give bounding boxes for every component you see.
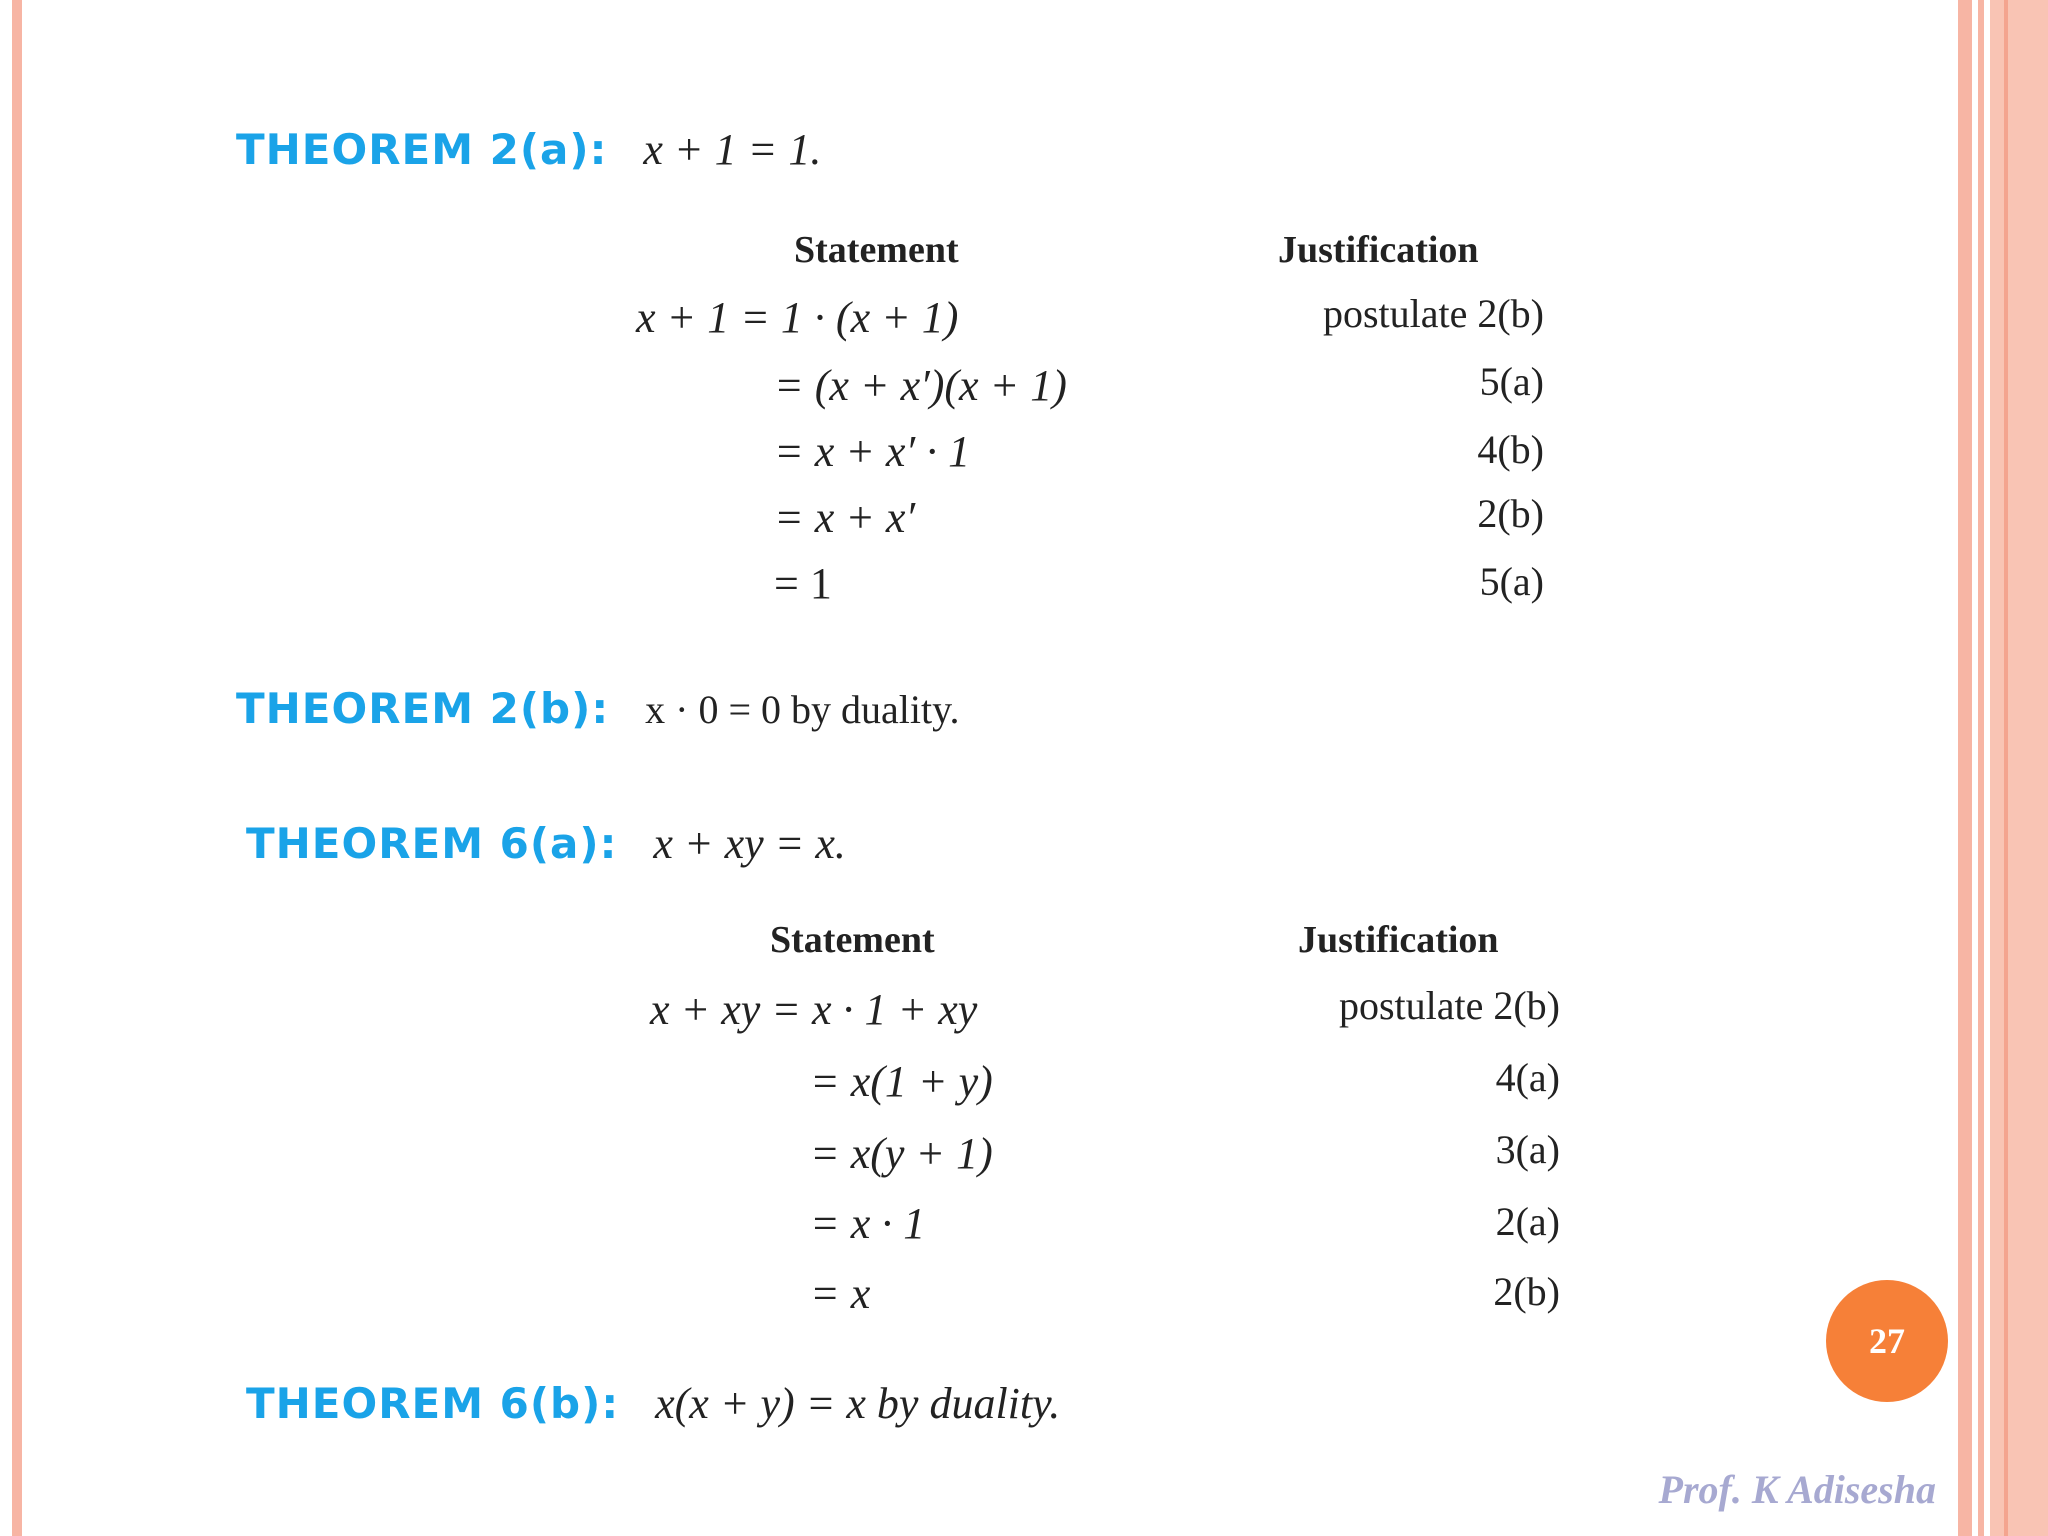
theorem-statement: x · 0 = 0 by duality. [645,687,960,732]
theorem-6b [246,1378,1060,1429]
theorem-label: THEOREM 6(a): [246,819,618,868]
proof-6a-header-statement: Statement [770,919,935,961]
proof-2a-statement-5: = 1 [774,559,832,608]
slide-border-right-line [2004,0,2008,1536]
slide-border-left [12,0,22,1536]
proof-2a-statement-1: x + 1 = 1 · (x + 1) [636,293,959,342]
proof-6a-statement-2: = x(1 + y) [810,1057,993,1106]
proof-2a-header-statement: Statement [794,229,959,271]
theorem-2a [236,124,821,175]
theorem-label: THEOREM 2(b): [236,684,610,733]
author-footer: Prof. K Adisesha [1658,1467,1936,1512]
proof-2a-statement-3: = x + x′ · 1 [774,427,971,476]
proof-6a-justification-2: 4(a) [1495,1055,1560,1100]
theorem-label: THEOREM 6(b): [246,1379,620,1428]
slide-border-right-outer [1990,0,2048,1536]
proof-6a-statement-5: = x [810,1269,871,1318]
proof-2a-header-justification: Justification [1278,229,1479,271]
page-number-badge: 27 [1826,1280,1948,1402]
proof-6a-justification-1: postulate 2(b) [1338,983,1560,1028]
proof-2a-justification-3: 4(b) [1477,427,1544,472]
proof-2a-justification-2: 5(a) [1479,359,1544,404]
proof-2a-justification-4: 2(b) [1477,491,1544,536]
proof-6a-statement-1: x + xy = x · 1 + xy [650,985,978,1034]
slide-border-right [1958,0,1972,1536]
theorem-2b [236,684,960,733]
proof-2a-justification-5: 5(a) [1479,559,1544,604]
theorem-6a [246,818,846,869]
theorem-label: THEOREM 2(a): [236,125,608,174]
slide-border-right-thin [1978,0,1984,1536]
proof-2a-statement-2: = (x + x′)(x + 1) [774,361,1067,410]
proof-6a-justification-4: 2(a) [1495,1199,1560,1244]
proof-6a-header-justification: Justification [1298,919,1499,961]
theorem-statement: x + 1 = 1. [643,125,822,174]
proof-6a-justification-5: 2(b) [1493,1269,1560,1314]
theorem-statement: x + xy = x. [653,819,846,868]
proof-6a-justification-3: 3(a) [1495,1127,1560,1172]
proof-6a-statement-4: = x · 1 [810,1199,926,1248]
proof-2a-statement-4: = x + x′ [774,493,916,542]
proof-2a-justification-1: postulate 2(b) [1322,291,1544,336]
theorem-statement: x(x + y) = x by duality. [655,1379,1061,1428]
proof-6a-statement-3: = x(y + 1) [810,1129,993,1178]
